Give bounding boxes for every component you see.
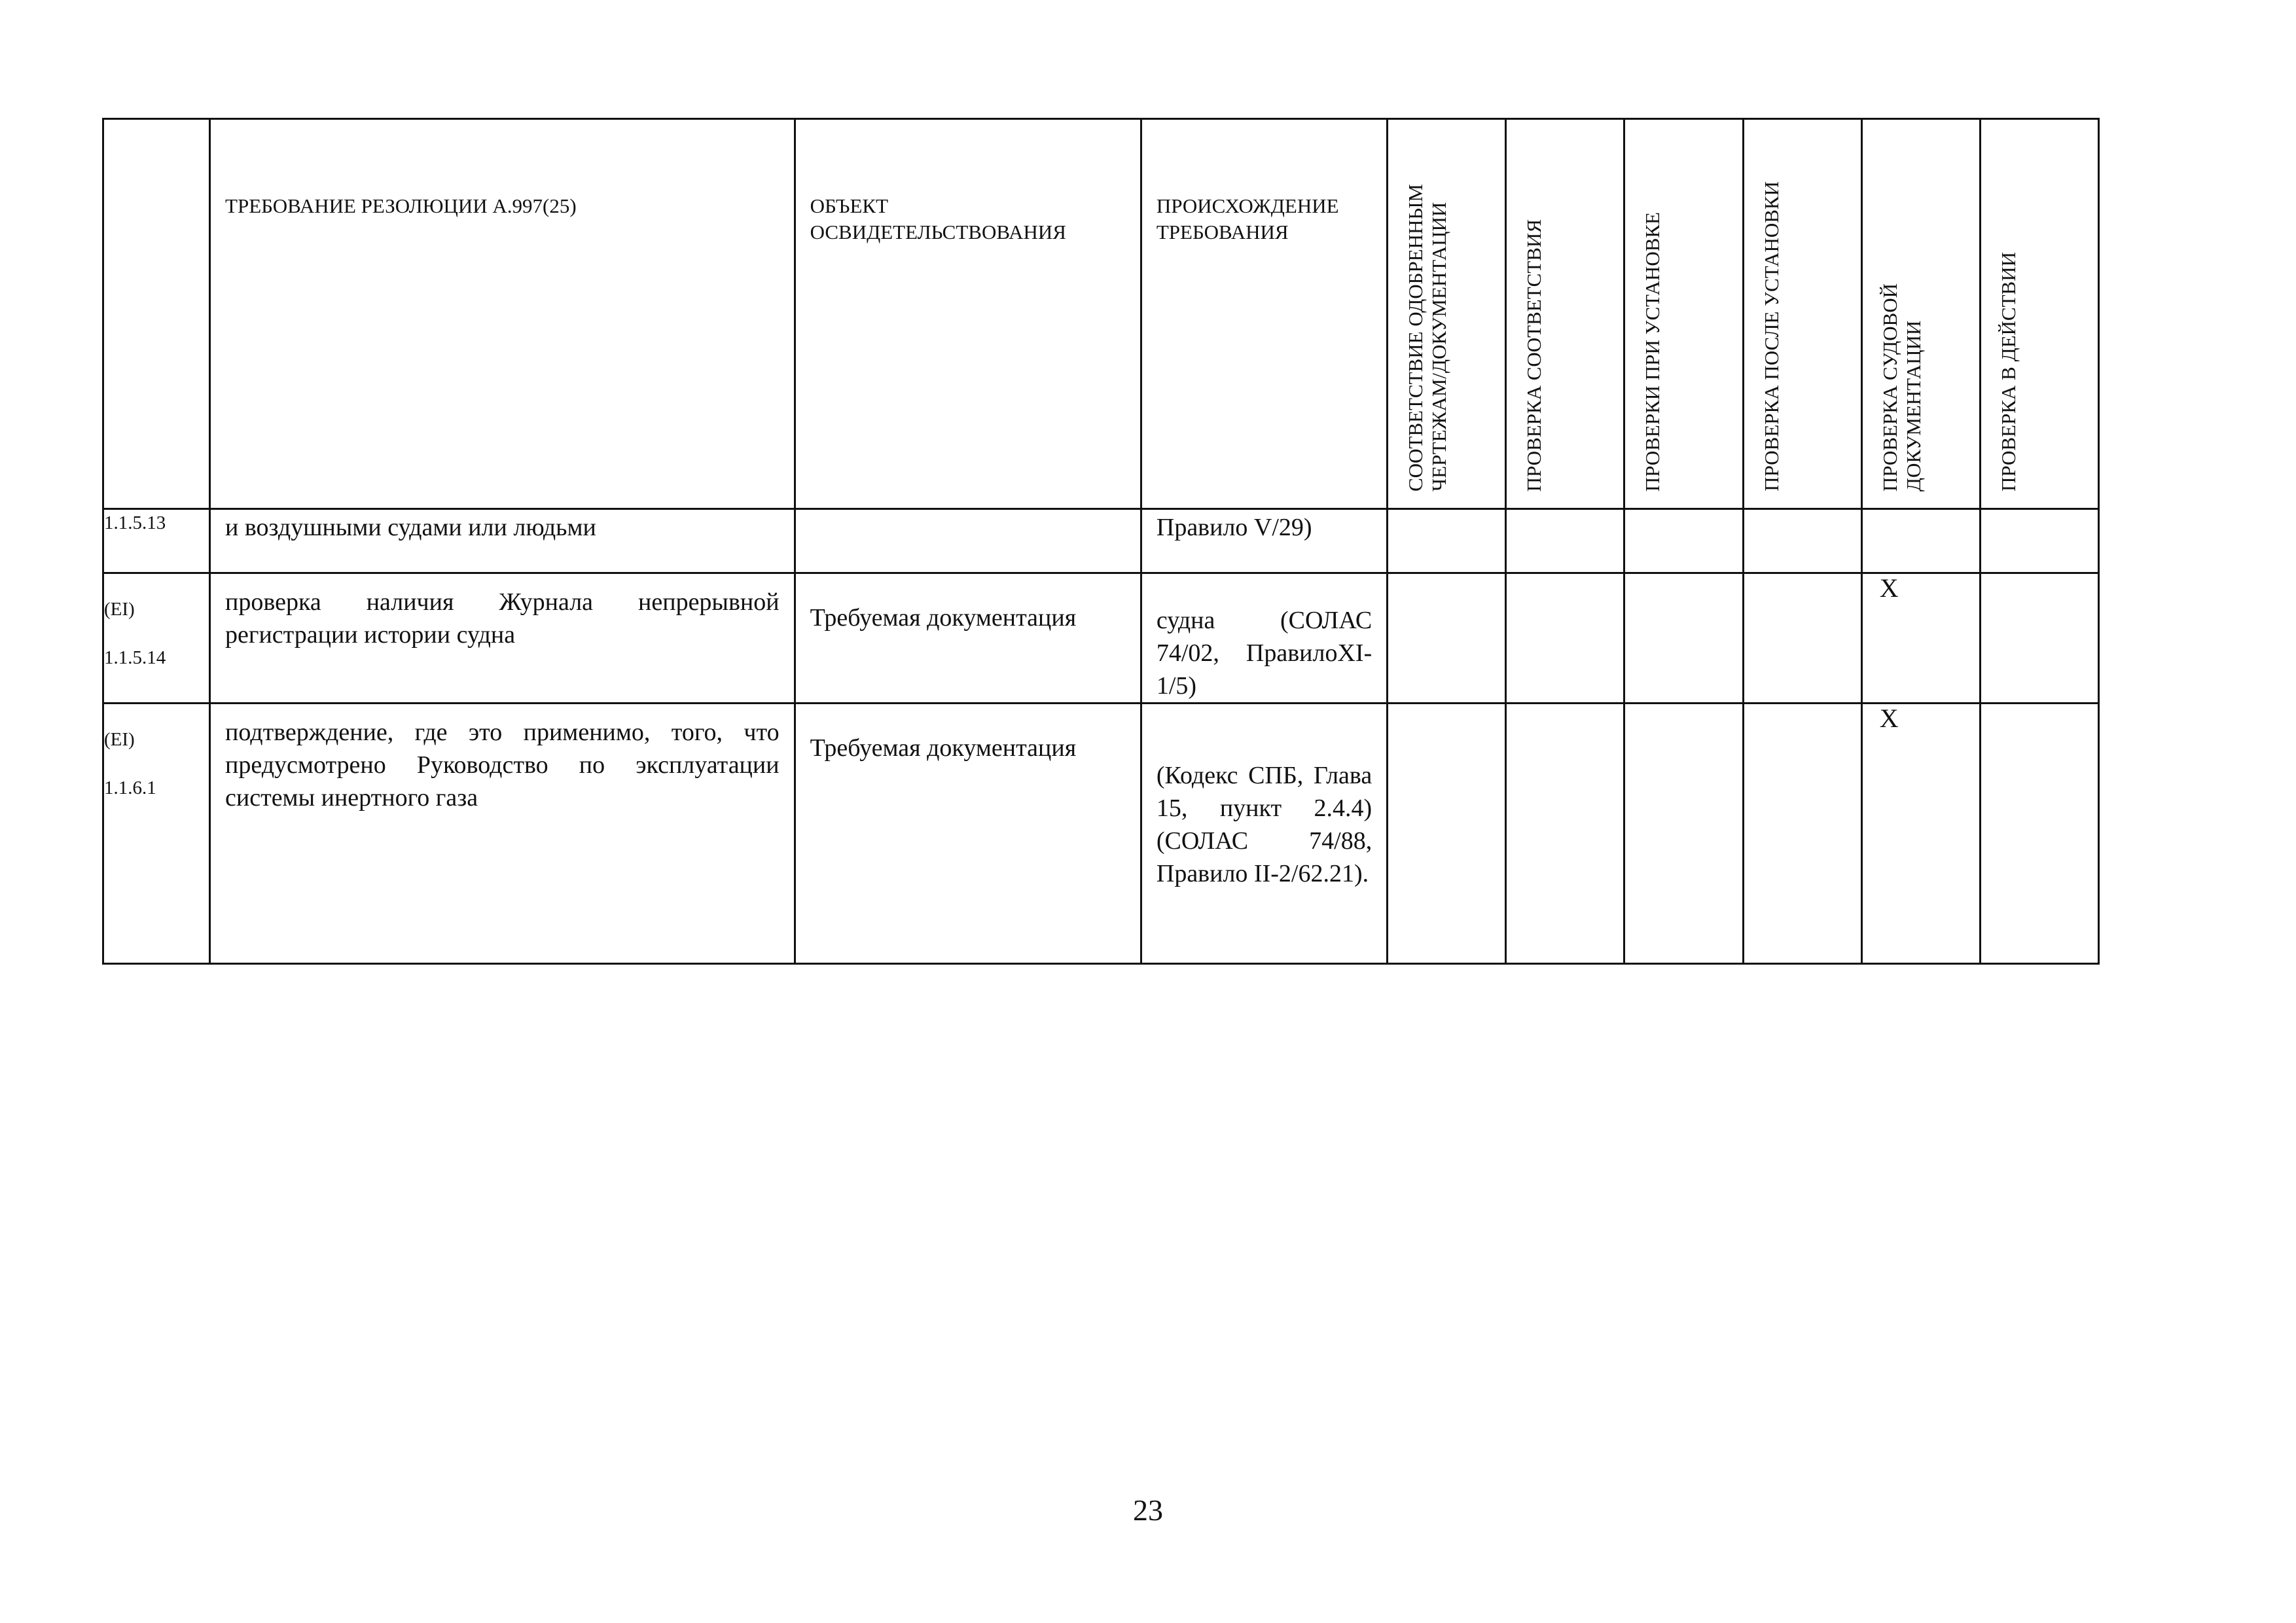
row-check-cell [1861, 509, 1980, 573]
header-object-label: ОБЪЕКТ ОСВИДЕТЕЛЬСТВОВАНИЯ [810, 194, 1066, 243]
page-number: 23 [1133, 1493, 1163, 1527]
header-check-installation-label: ПРОВЕРКИ ПРИ УСТАНОВКЕ [1641, 211, 1664, 491]
header-requirement-label: ТРЕБОВАНИЕ РЕЗОЛЮЦИИ А.997(25) [225, 194, 577, 217]
header-check-in-operation [1980, 119, 2098, 509]
check-mark: X [1879, 573, 1899, 603]
row-object: Требуемая документация [810, 734, 1077, 762]
row-check-cell [1980, 704, 2098, 964]
row-number-cell [103, 573, 210, 704]
table-row [103, 509, 2099, 573]
header-check-in-operation-label: ПРОВЕРКА В ДЕЙСТВИИ [1996, 251, 2020, 491]
row-origin: Правило V/29) [1156, 514, 1312, 541]
row-check-cell [1980, 573, 2098, 704]
table-row [103, 573, 2099, 704]
row-number: 1.1.6.1 [104, 777, 156, 798]
row-check-cell [1624, 509, 1743, 573]
row-requirement: и воздушными судами или людьми [225, 514, 596, 541]
row-origin: (Кодекс СПБ, Глава 15, пункт 2.4.4) (СОЛАС 74/88, Правило II-2/62.21). [1156, 762, 1372, 887]
row-object-cell [795, 573, 1141, 704]
row-number-cell [103, 704, 210, 964]
header-number-label [104, 120, 209, 193]
header-check-drawings [1388, 119, 1506, 509]
row-check-cell [1743, 704, 1861, 964]
header-check-compliance [1506, 119, 1624, 509]
header-number-column [103, 119, 210, 509]
header-check-after-installation-label: ПРОВЕРКА ПОСЛЕ УСТАНОВКИ [1759, 181, 1783, 491]
header-check-drawings-label: СООТВЕТСТВИЕ ОДОБРЕННЫМ ЧЕРТЕЖАМ/ДОКУМЕНТАЦИИ [1404, 183, 1451, 491]
check-mark: X [1879, 704, 1899, 733]
row-origin-cell [1141, 509, 1387, 573]
survey-checklist-table [102, 118, 2100, 965]
header-origin-label: ПРОИСХОЖДЕНИЕ ТРЕБОВАНИЯ [1156, 194, 1339, 243]
row-check-cell [1624, 573, 1743, 704]
header-row [103, 119, 2099, 509]
row-object-cell [795, 509, 1141, 573]
row-check-cell [1624, 704, 1743, 964]
row-requirement-cell [210, 573, 795, 704]
row-check-cell [1980, 509, 2098, 573]
row-requirement: проверка наличия Журнала непрерывной регистрации истории судна [225, 588, 780, 649]
table-row [103, 704, 2099, 964]
header-origin-column [1141, 119, 1387, 509]
row-code: (EI) [104, 729, 135, 750]
row-requirement-cell [210, 704, 795, 964]
header-check-after-installation [1743, 119, 1861, 509]
row-origin-cell [1141, 704, 1387, 964]
header-check-installation [1624, 119, 1743, 509]
row-check-cell [1388, 704, 1506, 964]
row-number-cell [103, 509, 210, 573]
row-number: 1.1.5.13 [104, 512, 166, 533]
row-check-cell [1388, 509, 1506, 573]
row-object: Требуемая документация [810, 604, 1077, 632]
row-check-ship-documents-cell [1861, 704, 1980, 964]
row-origin-cell [1141, 573, 1387, 704]
header-requirement-column [210, 119, 795, 509]
header-check-ship-documents-label: ПРОВЕРКА СУДОВОЙ ДОКУМЕНТАЦИИ [1878, 283, 1925, 491]
row-check-cell [1506, 704, 1624, 964]
row-number: 1.1.5.14 [104, 647, 166, 668]
row-code: (EI) [104, 599, 135, 620]
row-check-cell [1743, 573, 1861, 704]
row-check-ship-documents-cell [1861, 573, 1980, 704]
row-check-cell [1506, 509, 1624, 573]
header-check-compliance-label: ПРОВЕРКА СООТВЕТСТВИЯ [1522, 219, 1546, 491]
row-check-cell [1388, 573, 1506, 704]
row-object-cell [795, 704, 1141, 964]
row-check-cell [1506, 573, 1624, 704]
row-requirement-cell [210, 509, 795, 573]
header-object-column [795, 119, 1141, 509]
row-requirement: подтверждение, где это применимо, того, что предусмотрено Руководство по эксплуатации системы инертного газа [225, 719, 780, 812]
header-check-ship-documents [1861, 119, 1980, 509]
row-check-cell [1743, 509, 1861, 573]
row-origin: судна (СОЛАС 74/02, ПравилоXI-1/5) [1156, 607, 1372, 700]
